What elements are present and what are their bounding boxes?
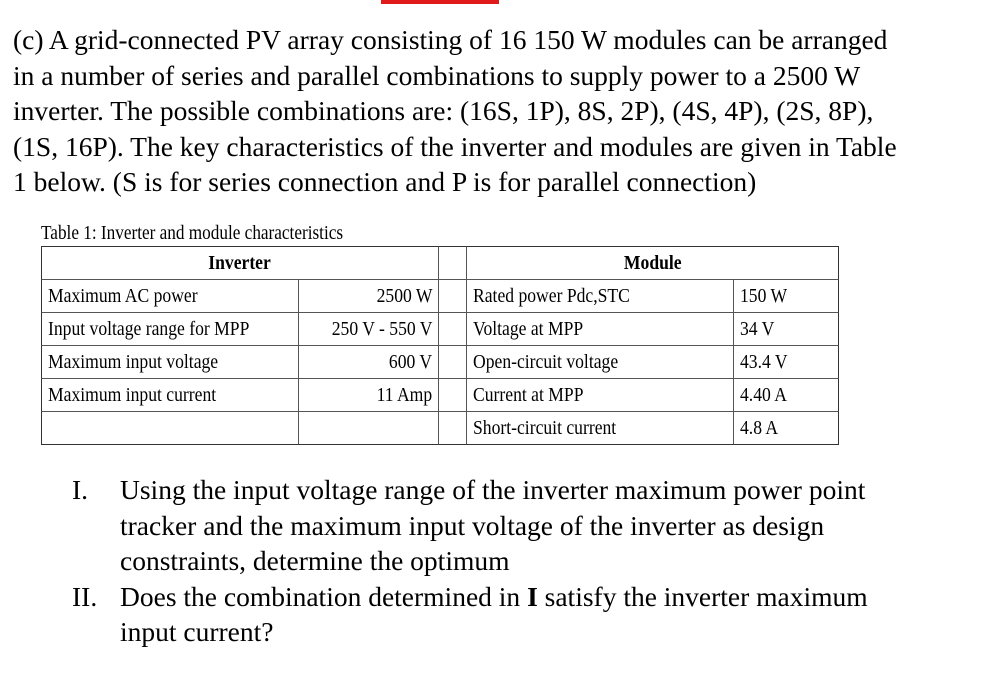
inverter-label: Maximum AC power	[41, 280, 299, 313]
inverter-value: 600 V	[299, 346, 439, 379]
question-line: constraints, determine the optimum	[120, 545, 510, 576]
module-value: 43.4 V	[734, 346, 839, 379]
problem-statement	[13, 22, 978, 200]
module-label: Current at MPP	[467, 379, 734, 412]
table-header-row	[41, 246, 839, 280]
table-row	[41, 379, 839, 412]
table-gap-cell	[439, 346, 467, 379]
module-label: Open-circuit voltage	[467, 346, 734, 379]
question-line: Using the input voltage range of the inverter maximum power point	[120, 474, 866, 505]
table-caption: Table 1: Inverter and module characteristics	[41, 222, 344, 244]
module-value: 4.8 A	[734, 412, 839, 445]
module-label: Short-circuit current	[467, 412, 734, 445]
question-text: Does the combination determined in	[120, 580, 528, 612]
question-2	[0, 579, 988, 650]
problem-line: 1 below. (S is for series connection and P is for parallel connection)	[13, 166, 757, 197]
inverter-header: Inverter	[41, 246, 439, 280]
table-gap-cell	[439, 280, 467, 313]
problem-line: inverter. The possible combinations are: (16S, 1P), 8S, 2P), (4S, 4P), (2S, 8P),	[13, 95, 874, 126]
inverter-value	[299, 412, 439, 445]
inverter-label	[41, 412, 299, 445]
characteristics-table	[41, 246, 839, 445]
question-reference: I	[527, 580, 538, 612]
module-value: 4.40 A	[734, 379, 839, 412]
module-value: 150 W	[734, 280, 839, 313]
top-red-marker	[381, 0, 499, 4]
question-number: II.	[72, 580, 98, 612]
module-header: Module	[467, 246, 839, 280]
question-line	[120, 579, 988, 615]
table-row	[41, 346, 839, 379]
table-row	[41, 313, 839, 346]
module-label: Rated power Pdc,STC	[467, 280, 734, 313]
module-label: Voltage at MPP	[467, 313, 734, 346]
module-value: 34 V	[734, 313, 839, 346]
inverter-label: Maximum input current	[41, 379, 299, 412]
inverter-label: Input voltage range for MPP	[41, 313, 299, 346]
table-gap-cell	[439, 412, 467, 445]
table-gap-cell	[439, 246, 467, 280]
inverter-label: Maximum input voltage	[41, 346, 299, 379]
table-gap-cell	[439, 379, 467, 412]
question-line: input current?	[120, 616, 274, 647]
problem-line: (c) A grid-connected PV array consisting of 16 150 W modules can be arranged	[13, 24, 888, 55]
question-line: tracker and the maximum input voltage of the inverter as design	[120, 509, 825, 541]
question-text: satisfy the inverter maximum	[537, 580, 868, 612]
question-number: I.	[72, 474, 89, 505]
table-row	[41, 280, 839, 313]
question-1	[0, 472, 988, 579]
problem-line: (1S, 16P). The key characteristics of the inverter and modules are given in Table	[13, 130, 897, 162]
problem-line: in a number of series and parallel combinations to supply power to a 2500 W	[13, 59, 861, 91]
table-gap-cell	[439, 313, 467, 346]
inverter-value: 11 Amp	[299, 379, 439, 412]
question-list	[0, 472, 988, 650]
inverter-value: 2500 W	[299, 280, 439, 313]
table-row	[41, 412, 839, 445]
inverter-value: 250 V - 550 V	[299, 313, 439, 346]
